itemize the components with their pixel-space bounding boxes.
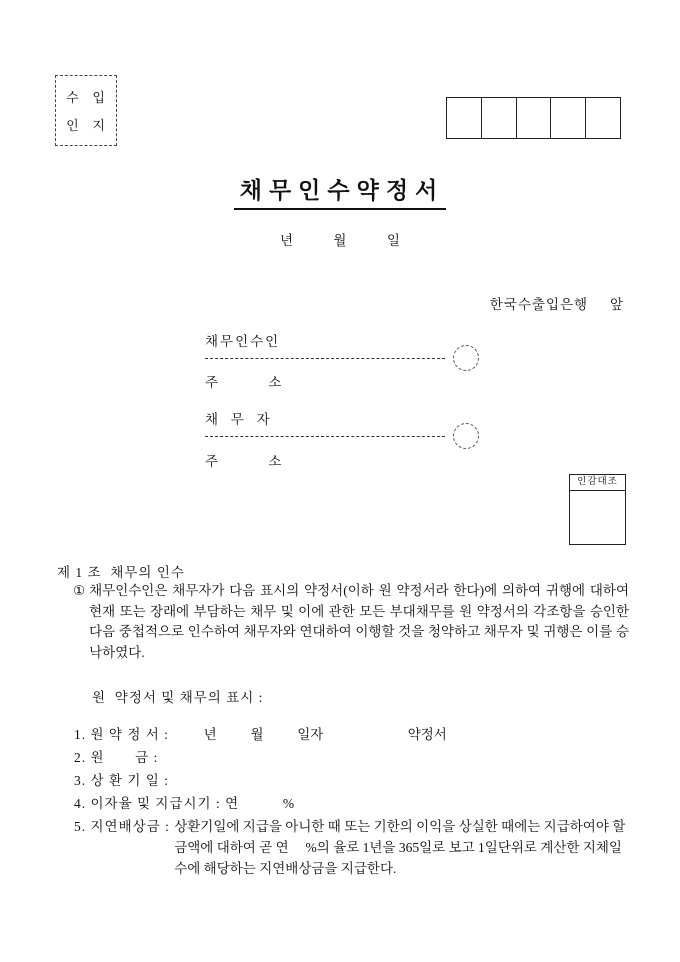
article-heading: 제 1 조 채무의 인수: [57, 565, 185, 580]
list-item-principal: [74, 747, 634, 768]
serial-grid-cell: [586, 98, 620, 138]
seal-circle-assumer: [453, 345, 479, 371]
date-line: 년 월 일: [280, 233, 401, 248]
serial-grid-cell: [517, 98, 552, 138]
title-wrap: [0, 172, 680, 210]
item-text: [163, 747, 634, 768]
schedule-items: [74, 724, 634, 881]
item-label: 4. 이자율 및 지급시기 : 연 %: [74, 796, 296, 811]
party-label-debtor: 채 무 자: [205, 412, 272, 427]
clause-marker: ①: [73, 583, 86, 598]
serial-number-grid: [446, 97, 621, 139]
item-label: 2. 원 금 :: [74, 750, 163, 765]
serial-grid-cell: [551, 98, 586, 138]
serial-grid-cell: [482, 98, 517, 138]
seal-check-label: 인감대조: [570, 475, 625, 491]
item-label: 5. 지연배상금 :: [74, 819, 175, 834]
clause-1: [73, 581, 629, 663]
item-label: 3. 상 환 기 일 :: [74, 773, 174, 788]
item-text: 상환기일에 지급을 아니한 때 또는 기한의 이익을 상실한 때에는 지급하여야 할 금액에 대하여 곧 연 %의 율로 1년을 365일로 보고 1일단위로 계산한 지체일수에 해당하는 지연배상금을 지급한다.: [174, 819, 629, 876]
addressee: 한국수출입은행 앞: [489, 297, 624, 312]
stamp-text-line1: 수 입: [66, 89, 106, 105]
item-label: 1. 원 약 정 서 :: [74, 727, 174, 742]
seal-check-box: [569, 474, 626, 545]
list-item-late-damages: [74, 816, 634, 879]
signature-line-assumer: [205, 358, 445, 359]
seal-circle-debtor: [453, 423, 479, 449]
list-item-original-agreement: [74, 724, 634, 745]
list-item-interest-rate: [74, 793, 634, 814]
schedule-heading: 원 약정서 및 채무의 표시 :: [92, 690, 264, 705]
document-title: 채무인수약정서: [234, 172, 447, 210]
list-item-repayment-date: [74, 770, 634, 791]
signature-line-debtor: [205, 436, 445, 437]
party-label-assumer: 채무인수인: [205, 334, 281, 349]
item-text: [173, 770, 634, 791]
revenue-stamp-box: [55, 75, 117, 146]
stamp-text-line2: 인 지: [66, 118, 106, 134]
address-label-debtor: 주 소: [205, 454, 284, 469]
address-label-assumer: 주 소: [205, 375, 284, 390]
item-text: [295, 793, 634, 814]
clause-text: 채무인수인은 채무자가 다음 표시의 약정서(이하 원 약정서라 한다)에 의하여 귀행에 대하여 현재 또는 장래에 부담하는 채무 및 이에 관한 모든 부대채무를 원 약정서의 각조항을 승인한 다음 중첩적으로 인수하여 채무자와 연대하여 이행할 것을 청약하고 채무자 및 귀행은 이를 승낙하였다.: [89, 583, 629, 660]
item-text: 년 월 일자 약정서: [173, 727, 447, 742]
serial-grid-cell: [447, 98, 482, 138]
